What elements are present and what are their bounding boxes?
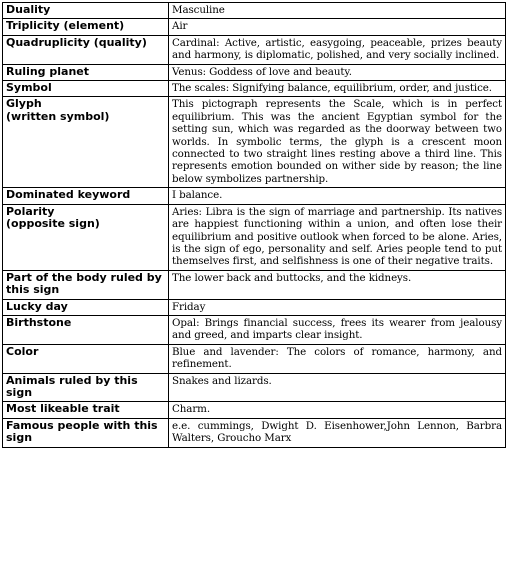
- row-label: Most likeable trait: [3, 402, 169, 418]
- row-value: The lower back and buttocks, and the kidneys.: [169, 270, 506, 299]
- row-label: Polarity (opposite sign): [3, 204, 169, 270]
- row-value: Blue and lavender: The colors of romance, harmony, and refinement.: [169, 344, 506, 373]
- table-row: [3, 418, 506, 447]
- row-label: Part of the body ruled by this sign: [3, 270, 169, 299]
- row-value: e.e. cummings, Dwight D. Eisenhower,John Lennon, Barbra Walters, Groucho Marx: [169, 418, 506, 447]
- row-value: I balance.: [169, 188, 506, 204]
- row-label: Glyph (written symbol): [3, 97, 169, 188]
- table-row: [3, 373, 506, 402]
- table-row: [3, 402, 506, 418]
- row-value: Air: [169, 19, 506, 35]
- row-label: Quadruplicity (quality): [3, 35, 169, 64]
- row-value: Charm.: [169, 402, 506, 418]
- row-value: The scales: Signifying balance, equilibrium, order, and justice.: [169, 81, 506, 97]
- row-value: Aries: Libra is the sign of marriage and partnership. Its natives are happiest functioning within a union, and often lose their equilibrium and positive outlook when forced to be alone. Aries, is the sign of ego, personality and self. Aries people tend to put themselves first, and selfishness is one of their negative traits.: [169, 204, 506, 270]
- row-label: Birthstone: [3, 315, 169, 344]
- row-label: Ruling planet: [3, 64, 169, 80]
- row-value: Cardinal: Active, artistic, easygoing, peaceable, prizes beauty and harmony, is diplomatic, polished, and very socially inclined.: [169, 35, 506, 64]
- row-value: Snakes and lizards.: [169, 373, 506, 402]
- row-label: Famous people with this sign: [3, 418, 169, 447]
- row-label: Color: [3, 344, 169, 373]
- table-row: [3, 315, 506, 344]
- table-row: [3, 299, 506, 315]
- table-row: [3, 344, 506, 373]
- row-label: Dominated keyword: [3, 188, 169, 204]
- table-row: [3, 81, 506, 97]
- table-row: [3, 3, 506, 19]
- row-label: Duality: [3, 3, 169, 19]
- row-value: Opal: Brings financial success, frees its wearer from jealousy and greed, and imparts clear insight.: [169, 315, 506, 344]
- table-row: [3, 188, 506, 204]
- row-label: Lucky day: [3, 299, 169, 315]
- libra-attributes-table: [2, 2, 506, 448]
- table-row: [3, 97, 506, 188]
- row-label: Triplicity (element): [3, 19, 169, 35]
- row-value: Venus: Goddess of love and beauty.: [169, 64, 506, 80]
- table-row: [3, 270, 506, 299]
- row-value: Masculine: [169, 3, 506, 19]
- table-row: [3, 204, 506, 270]
- row-value: This pictograph represents the Scale, which is in perfect equilibrium. This was the ancient Egyptian symbol for the setting sun, which was regarded as the doorway between two worlds. In symbolic terms, the glyph is a crescent moon connected to two straight lines resting above a third line. This represents emotion bounded on wither side by reason; the line below symbolizes partnership.: [169, 97, 506, 188]
- table-row: [3, 64, 506, 80]
- row-value: Friday: [169, 299, 506, 315]
- table-row: [3, 19, 506, 35]
- row-label: Symbol: [3, 81, 169, 97]
- row-label: Animals ruled by this sign: [3, 373, 169, 402]
- table-row: [3, 35, 506, 64]
